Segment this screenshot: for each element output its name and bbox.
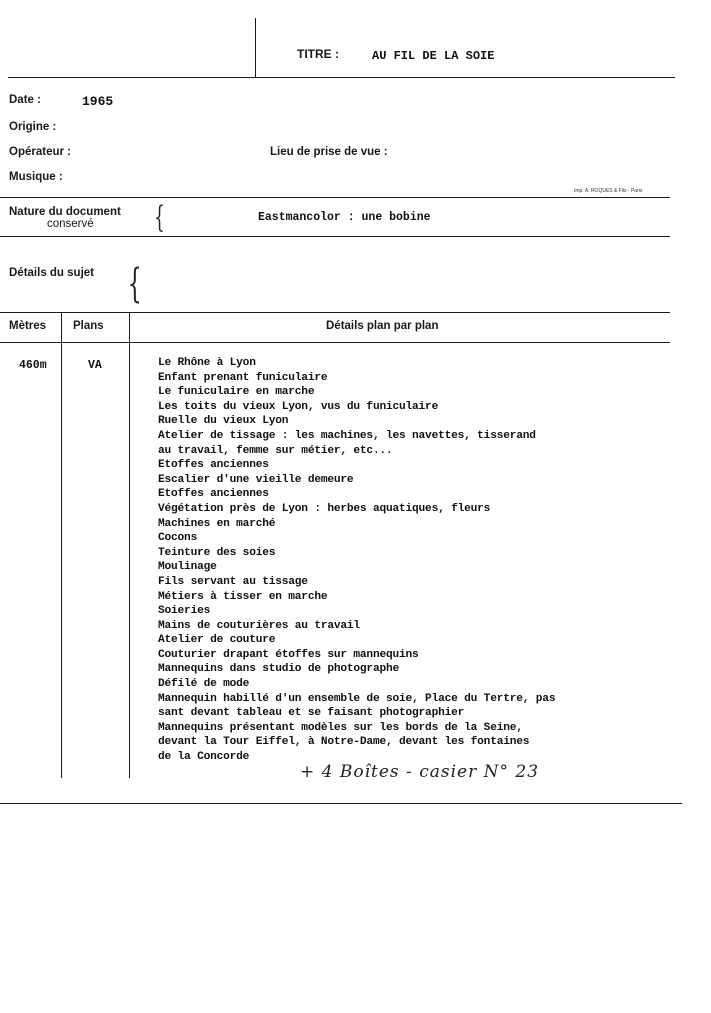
- shot-line: Mannequin habillé d'un ensemble de soie, Place du Tertre, pas: [158, 692, 556, 705]
- nature-brace: {: [154, 200, 165, 235]
- shot-line: Etoffes anciennes: [158, 488, 269, 501]
- nature-label-line1: Nature du document: [9, 206, 121, 218]
- col-plans-header: Plans: [73, 320, 104, 332]
- shot-line: Teinture des soies: [158, 546, 276, 559]
- details-sujet-brace: {: [127, 261, 142, 307]
- header-divider: [8, 77, 256, 78]
- shot-line: Métiers à tisser en marche: [158, 590, 328, 603]
- shot-line: Mannequins présentant modèles sur les bords de la Seine,: [158, 721, 523, 734]
- origine-label: Origine :: [9, 121, 57, 133]
- shot-line: Fils servant au tissage: [158, 575, 308, 588]
- shot-line: sant devant tableau et se faisant photographier: [158, 707, 465, 720]
- shot-line: au travail, femme sur métier, etc...: [158, 444, 393, 457]
- table-header-divider: [0, 342, 670, 343]
- titre-label: TITRE :: [297, 47, 339, 61]
- shot-line: Machines en marché: [158, 517, 276, 530]
- printer-mark: Imp. A. ROQUES & Fils - Paris: [574, 188, 643, 194]
- col-metres-header: Mètres: [9, 320, 47, 332]
- shot-line: Enfant prenant funiculaire: [158, 371, 328, 384]
- shot-list: [158, 356, 688, 765]
- operateur-label: Opérateur :: [9, 146, 71, 158]
- col-separator-2: [129, 313, 130, 778]
- shot-line: Atelier de tissage : les machines, les navettes, tisserand: [158, 429, 536, 442]
- handwritten-annotation: + 4 Boîtes - casier N° 23: [300, 762, 540, 782]
- shot-line: Ruelle du vieux Lyon: [158, 415, 289, 428]
- fields-divider: [0, 197, 670, 198]
- metres-value: 460m: [19, 359, 47, 372]
- shot-line: Le Rhône à Lyon: [158, 357, 256, 369]
- shot-line: Atelier de couture: [158, 634, 276, 647]
- shot-line: Mannequins dans studio de photographe: [158, 663, 400, 676]
- shot-line: Défilé de mode: [158, 678, 250, 691]
- date-label: Date :: [9, 94, 41, 106]
- header-box-right-border: [255, 18, 256, 78]
- shot-line: Escalier d'une vieille demeure: [158, 473, 354, 486]
- titre-value: AU FIL DE LA SOIE: [372, 49, 495, 63]
- shot-line: de la Concorde: [158, 751, 250, 764]
- musique-label: Musique :: [9, 171, 63, 183]
- shot-line: Soieries: [158, 605, 211, 618]
- col-details-header: Détails plan par plan: [326, 320, 439, 332]
- nature-label-line2: conservé: [47, 218, 94, 230]
- nature-value: Eastmancolor : une bobine: [258, 211, 431, 224]
- shot-line: Végétation près de Lyon : herbes aquatiques, fleurs: [158, 502, 491, 515]
- header-underline: [255, 77, 675, 78]
- details-divider: [0, 312, 670, 313]
- plans-value: VA: [88, 359, 102, 372]
- shot-line: Le funiculaire en marche: [158, 386, 315, 399]
- shot-line: Etoffes anciennes: [158, 459, 269, 472]
- col-separator-1: [61, 313, 62, 778]
- shot-line: Mains de couturières au travail: [158, 619, 360, 632]
- shot-line: devant la Tour Eiffel, à Notre-Dame, devant les fontaines: [158, 736, 530, 749]
- bottom-border: [0, 803, 682, 804]
- lieu-label: Lieu de prise de vue :: [270, 146, 388, 158]
- shot-line: Moulinage: [158, 561, 217, 574]
- date-value: 1965: [82, 94, 114, 109]
- shot-line: Cocons: [158, 532, 198, 545]
- nature-divider: [0, 236, 670, 237]
- shot-line: Les toits du vieux Lyon, vus du funiculaire: [158, 400, 439, 413]
- details-sujet-label: Détails du sujet: [9, 267, 94, 279]
- shot-line: Couturier drapant étoffes sur mannequins: [158, 648, 419, 661]
